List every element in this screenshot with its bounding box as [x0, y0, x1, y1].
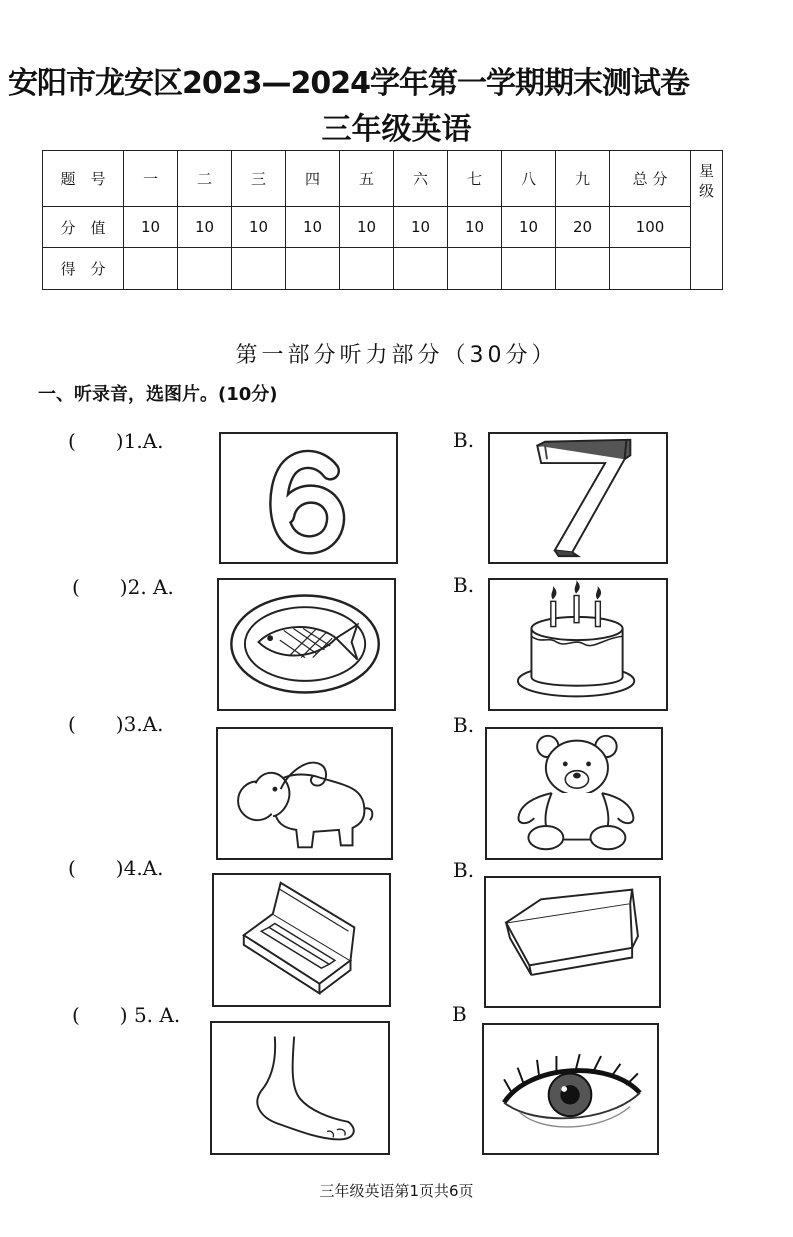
row-label-question-number: 题 号 — [43, 151, 124, 207]
points-value: 10 — [124, 207, 178, 248]
points-value: 10 — [286, 207, 340, 248]
column-header: 六 — [394, 151, 448, 207]
question-1-option-a[interactable] — [219, 432, 398, 564]
column-header: 四 — [286, 151, 340, 207]
column-header-total: 总 分 — [610, 151, 691, 207]
column-header: 九 — [556, 151, 610, 207]
question-1-label[interactable]: ( )1.A. — [68, 429, 164, 453]
eraser-icon — [486, 878, 659, 1006]
column-header: 五 — [340, 151, 394, 207]
table-row — [43, 248, 723, 290]
exam-subtitle: 三年级英语 — [321, 112, 472, 147]
points-value: 10 — [394, 207, 448, 248]
question-1-option-b-label: B. — [453, 428, 475, 452]
score-cell[interactable] — [340, 248, 394, 290]
score-cell-total[interactable] — [610, 248, 691, 290]
question-4-option-a[interactable] — [212, 873, 391, 1007]
part1-title: 第一部分听力部分（30分） — [235, 343, 558, 368]
page-footer: 三年级英语第1页共6页 — [319, 1182, 474, 1200]
star-level-cell — [691, 151, 723, 290]
column-header: 三 — [232, 151, 286, 207]
pencil-case-icon — [214, 875, 389, 1005]
elephant-icon — [218, 729, 391, 858]
question-3-option-b-label: B. — [453, 713, 475, 737]
points-value: 10 — [502, 207, 556, 248]
points-value: 10 — [232, 207, 286, 248]
score-cell[interactable] — [232, 248, 286, 290]
column-header: 二 — [178, 151, 232, 207]
column-header: 七 — [448, 151, 502, 207]
points-value: 10 — [340, 207, 394, 248]
table-row — [43, 151, 723, 207]
question-1-option-b[interactable] — [488, 432, 668, 564]
question-5-option-a[interactable] — [210, 1021, 390, 1155]
question-2-option-b-label: B. — [453, 573, 475, 597]
table-row — [43, 207, 723, 248]
question-4-option-b[interactable] — [484, 876, 661, 1008]
question-5-label[interactable]: ( ) 5. A. — [72, 1003, 181, 1027]
exam-title: 安阳市龙安区2023—2024学年第一学期期末测试卷 — [8, 66, 689, 101]
score-cell[interactable] — [556, 248, 610, 290]
points-value-total: 100 — [610, 207, 691, 248]
foot-icon — [212, 1023, 388, 1153]
question-3-label[interactable]: ( )3.A. — [68, 712, 164, 736]
points-value: 20 — [556, 207, 610, 248]
question-4-option-b-label: B. — [453, 858, 475, 882]
question-2-label[interactable]: ( )2. A. — [72, 575, 174, 599]
question-3-option-b[interactable] — [485, 727, 663, 860]
teddy-bear-icon — [487, 729, 661, 858]
score-table — [42, 150, 723, 290]
score-cell[interactable] — [394, 248, 448, 290]
score-cell[interactable] — [124, 248, 178, 290]
row-label-points: 分 值 — [43, 207, 124, 248]
points-value: 10 — [448, 207, 502, 248]
score-cell[interactable] — [178, 248, 232, 290]
number-six-icon — [221, 434, 396, 562]
score-cell[interactable] — [502, 248, 556, 290]
column-header: 八 — [502, 151, 556, 207]
question-5-option-b-label: B — [452, 1002, 467, 1026]
column-header: 一 — [124, 151, 178, 207]
question-5-option-b[interactable] — [482, 1023, 659, 1155]
fish-on-plate-icon — [219, 580, 394, 709]
eye-icon — [484, 1025, 657, 1153]
row-label-score: 得 分 — [43, 248, 124, 290]
question-2-option-a[interactable] — [217, 578, 396, 711]
score-cell[interactable] — [286, 248, 340, 290]
points-value: 10 — [178, 207, 232, 248]
birthday-cake-icon — [490, 580, 666, 709]
question-3-option-a[interactable] — [216, 727, 393, 860]
number-seven-icon — [490, 434, 666, 562]
section1-heading: 一、听录音，选图片。(10分) — [38, 384, 278, 405]
star-level-label: 星级 — [698, 162, 714, 200]
score-cell[interactable] — [448, 248, 502, 290]
question-4-label[interactable]: ( )4.A. — [68, 856, 164, 880]
question-2-option-b[interactable] — [488, 578, 668, 711]
